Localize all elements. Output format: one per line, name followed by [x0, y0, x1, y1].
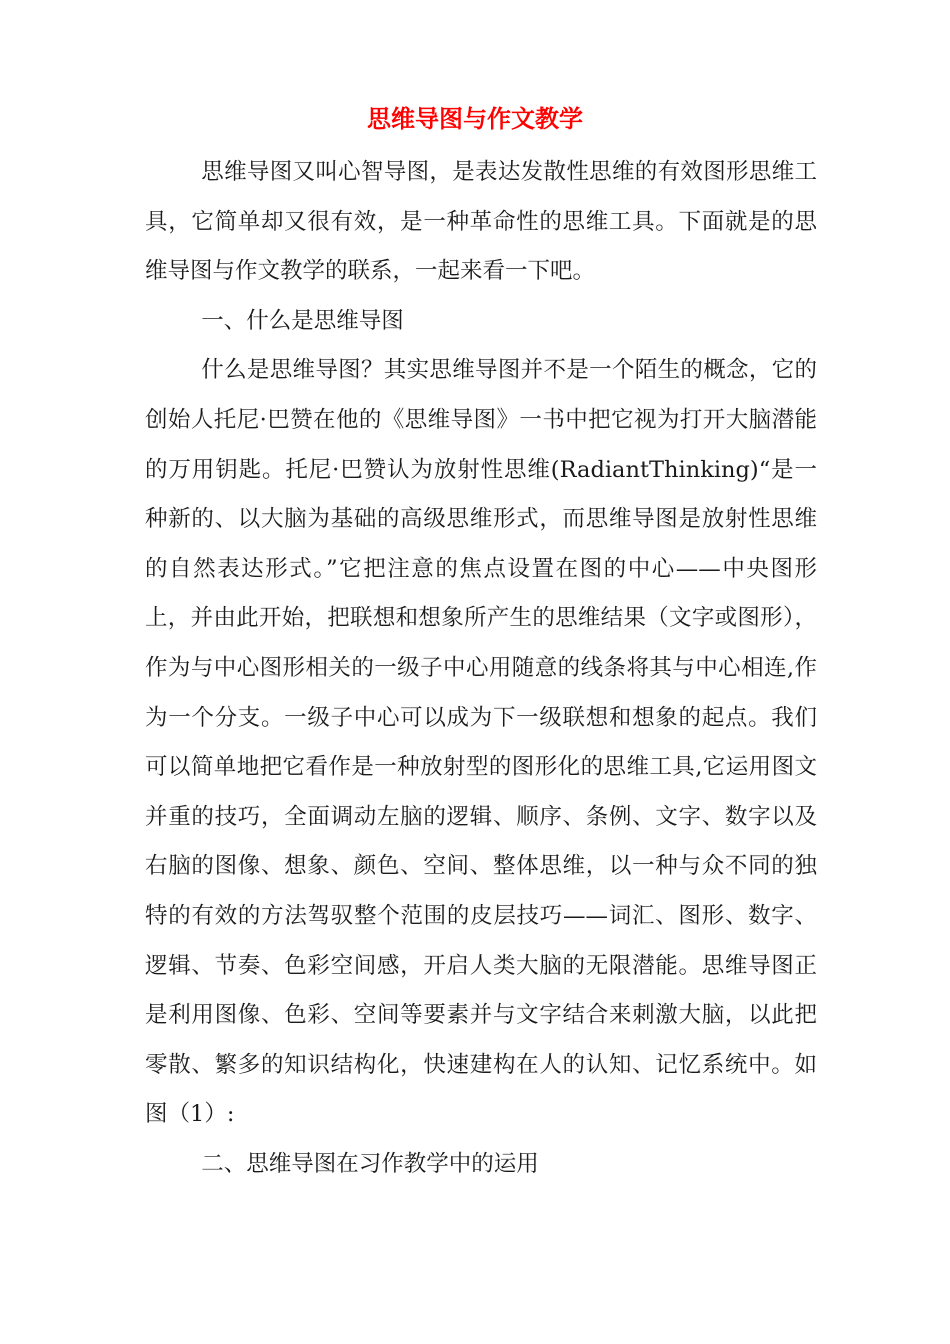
section-1-paragraph: 什么是思维导图？其实思维导图并不是一个陌生的概念，它的创始人托尼·巴赞在他的《思维导图》一书中把它视为打开大脑潜能的万用钥匙。托尼·巴赞认为放射性思维(RadiantThinking)“是一种新的、以大脑为基础的高级思维形式，而思维导图是放射性思维的自然表达形式。”它把注意的焦点设置在图的中心——中央图形上，并由此开始，把联想和想象所产生的思维结果（文字或图形），作为与中心图形相关的一级子中心用随意的线条将其与中心相连,作为一个分支。一级子中心可以成为下一级联想和想象的起点。我们可以简单地把它看作是一种放射型的图形化的思维工具,它运用图文并重的技巧，全面调动左脑的逻辑、顺序、条例、文字、数字以及右脑的图像、想象、颜色、空间、整体思维，以一种与众不同的独特的有效的方法驾驭整个范围的皮层技巧——词汇、图形、数字、逻辑、节奏、色彩空间感，开启人类大脑的无限潜能。思维导图正是利用图像、色彩、空间等要素并与文字结合来刺激大脑，以此把零散、繁多的知识结构化，快速建构在人的认知、记忆系统中。如图（1）: — [145, 357, 817, 1128]
intro-paragraph: 思维导图又叫心智导图，是表达发散性思维的有效图形思维工具，它简单却又很有效，是一种革命性的思维工具。下面就是的思维导图与作文教学的联系，一起来看一下吧。 — [145, 159, 817, 285]
section-heading-1: 一、什么是思维导图 — [201, 307, 404, 334]
section-heading-2: 二、思维导图在习作教学中的运用 — [201, 1150, 539, 1177]
document-body — [145, 148, 817, 1189]
document-title: 思维导图与作文教学 — [367, 104, 583, 133]
